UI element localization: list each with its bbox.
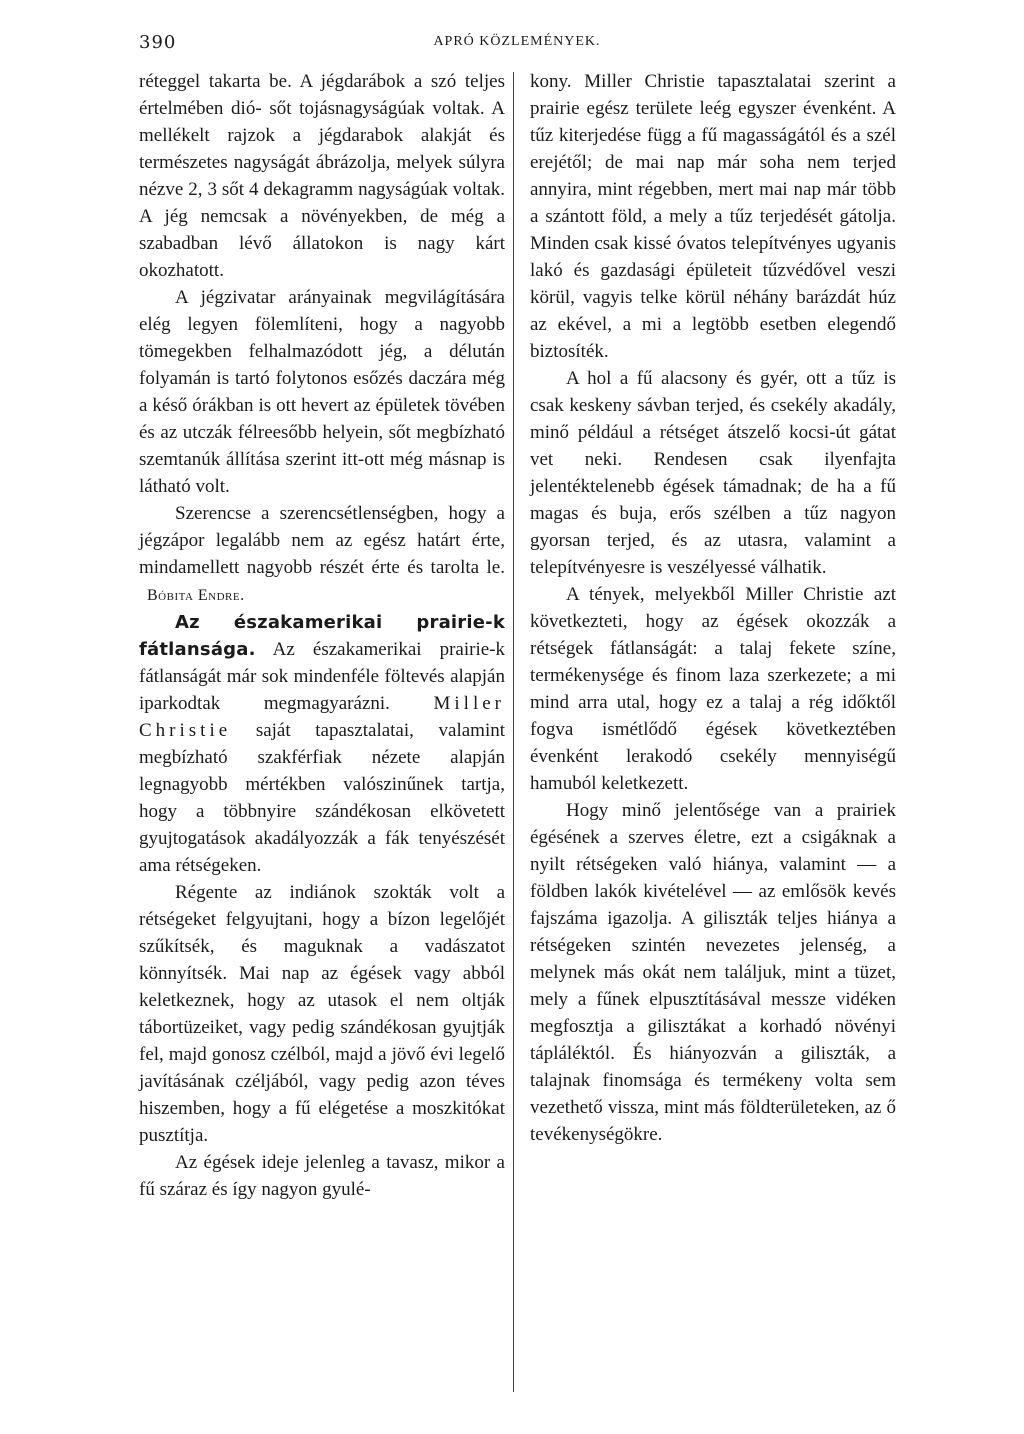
left-column (139, 68, 505, 1203)
page-number: 390 (139, 32, 177, 53)
running-title: APRÓ KÖZLEMÉNYEK. (433, 34, 601, 49)
left-paragraph-5: Régente az indiánok szokták volt a rétségeket felgyujtani, hogy a bízon legelőjét szűkítsék, és maguknak a vadászatot könnyítsék. Mai nap az égések vagy abból keletkeznek, hogy az utasok el nem oltják tábortüzeiket, vagy pedig szándékosan gyujtják fel, majd gonosz czélból, majd a jövő évi legelő javításának czéljából, vagy pedig azon téves hiszemben, hogy a fű elégetése a moszkitókat pusztítja. (139, 882, 505, 1146)
right-paragraph-4: Hogy minő jelentősége van a prairiek égésének a szerves életre, ezt a csigáknak a nyilt rétségeken való hiánya, valamint — a földben lakók kivételével — az emlősök kevés fajszáma igazolja. A giliszták teljes hiánya a rétségeken szintén nevezetes jelenség, a melynek más okát nem találjuk, mint a tüzet, mely a fűnek elpusztításával messze vidéken megfosztja a gilisztákat a korhadó növényi tápláléktól. És hiányozván a giliszták, a talajnak finomsága és termékeny volta sem vezethető vissza, mint más földterületeken, az ő tevékenységökre. (530, 800, 896, 1145)
right-paragraph-3: A tények, melyekből Miller Christie azt következteti, hogy az égések okozzák a rétségek fátlanságát: a talaj fekete színe, termékenysége és finom laza szerkezete; a mi mind arra utal, hogy ez a talaj a rég időktől fogva ismétlődő égések következtében évenként lerakodó csekély mennyiségű hamuból keletkezett. (530, 584, 896, 794)
left-paragraph-4 (139, 609, 505, 879)
running-head (139, 32, 895, 58)
article-heading: Az északamerikai prairie-k fátlansága. (139, 612, 505, 660)
left-paragraph-2: A jégzivatar arányainak megvilágítására elég legyen fölemlíteni, hogy a nagyobb tömegekben felhalmazódott jég, a délután folyamán is tartó folytonos esőzés daczára még a késő órákban is ott hevert az épületek tövében és az utczák félreesőbb helyein, sőt megbízható szemtanúk állítása szerint itt-ott még másnap is látható volt. (139, 287, 505, 497)
left-paragraph-4-text-b: saját tapasztalatai, valamint megbízható szakférfiak nézete alapján legnagyobb mértékben valószinűnek tartja, hogy a többnyire szándékosan elkövetett gyujtogatások akadályozzák a fák tenyészését ama rétségeken. (139, 720, 506, 876)
left-paragraph-3 (139, 500, 505, 609)
right-column (530, 68, 896, 1148)
left-paragraph-6: Az égések ideje jelenleg a tavasz, mikor a fű száraz és így nagyon gyulé- (139, 1152, 505, 1200)
right-paragraph-2: A hol a fű alacsony és gyér, ott a tűz is csak keskeny sávban terjed, és csekély akadály, minő például a rétséget átszelő kocsi-út gátat vet neki. Rendesen csak ilyenfajta jelentéktelenebb égések támadnak; de ha a fű magas és buja, erős szélben a tűz nagyon gyorsan terjed, és az utasra, valamint a telepítvényesre is veszélyessé válhatik. (530, 368, 896, 578)
left-paragraph-1: réteggel takarta be. A jégdarábok a szó teljes értelmében dió- sőt tojásnagyságúak voltak. A mellékelt rajzok a jégdarabok alakját és természetes nagyságát ábrázolja, melyek súlyra nézve 2, 3 sőt 4 dekagramm nagyságúak voltak. A jég nemcsak a növényekben, de még a szabadban lévő állatokon is nagy kárt okozhatott. (139, 71, 505, 281)
author-name-spaced: Miller Christie (139, 693, 505, 741)
left-paragraph-4-text-a: Az északamerikai prairie-k fátlanságát már sok mindenféle föltevés alapján iparkodtak megmagyarázni. (139, 639, 506, 714)
column-divider (513, 72, 514, 1392)
right-paragraph-1: kony. Miller Christie tapasztalatai szerint a prairie egész területe leég egyszer évenként. A tűz kiterjedése függ a fű magasságától és a szél erejétől; de mai nap már soha nem terjed annyira, mint régebben, mert mai nap már több a szántott föld, a mely a tűz terjedését gátolja. Minden csak kissé óvatos telepítvényes ugyanis lakó és gazdasági épületeit tűzvédővel veszi körül, vagyis telke körül néhány barázdát húz az ekével, a mi a legtöbb esetben elegendő biztosíték. (530, 71, 896, 362)
author-signature: Bóbita Endre. (147, 587, 245, 604)
left-paragraph-3-text: Szerencse a szerencsétlenségben, hogy a jégzápor legalább nem az egész határt érte, mindamellett nagyobb részét érte és tarolta le. (139, 503, 505, 578)
